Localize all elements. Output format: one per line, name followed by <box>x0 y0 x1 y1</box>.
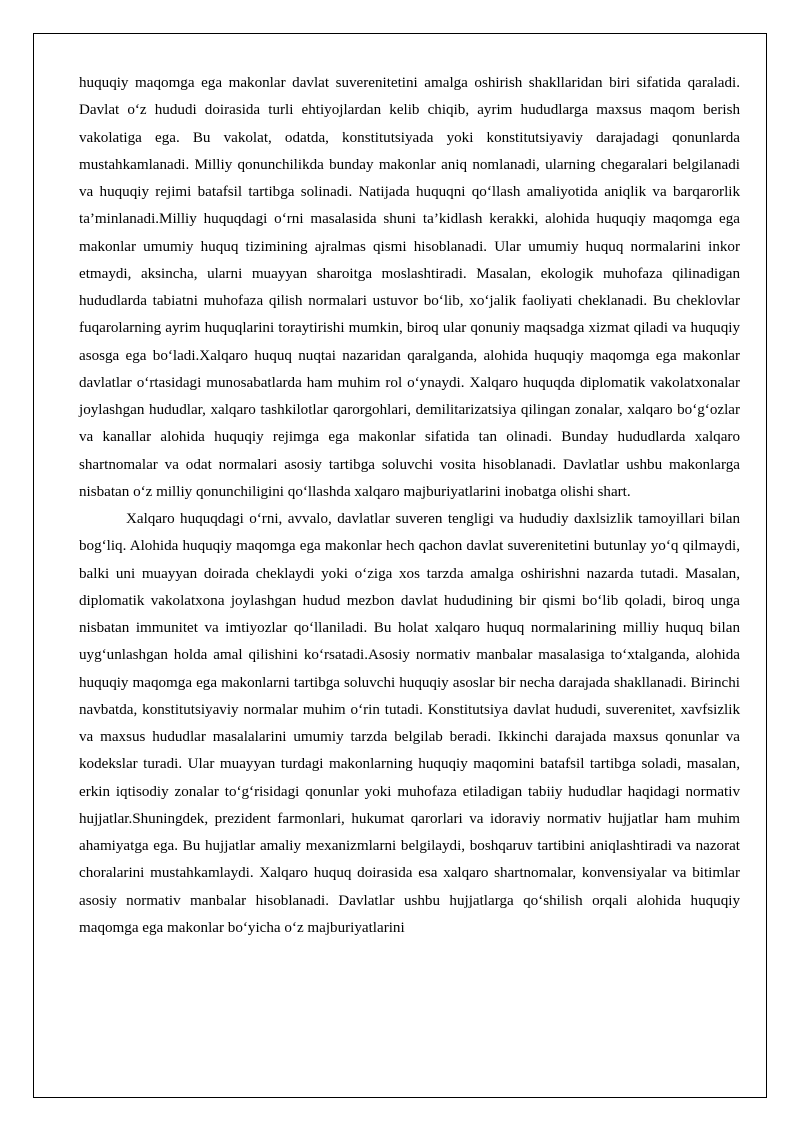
document-body <box>79 70 740 942</box>
paragraph-1: huquqiy maqomga ega makonlar davlat suverenitetini amalga oshirish shakllaridan biri sifatida qaraladi. Davlat o‘z hududi doirasida turli ehtiyojlardan kelib chiqib, ayrim hududlarga maxsus maqom berish vakolatiga ega. Bu vakolat, odatda, konstitutsiyada yoki konstitutsiyaviy darajadagi qonunlarda mustahkamlanadi. Milliy qonunchilikda bunday makonlar aniq nomlanadi, ularning chegaralari belgilanadi va huquqiy rejimi batafsil tartibga solinadi. Natijada huquqni qo‘llash amaliyotida aniqlik va barqarorlik ta’minlanadi.Milliy huquqdagi o‘rni masalasida shuni ta’kidlash kerakki, alohida huquqiy maqomga ega makonlar umumiy huquq tizimining ajralmas qismi hisoblanadi. Ular umumiy huquq normalarini inkor etmaydi, aksincha, ularni muayyan sharoitga moslashtiradi. Masalan, ekologik muhofaza qilinadigan hududlarda tabiatni muhofaza qilish normalari ustuvor bo‘lib, xo‘jalik faoliyati cheklanadi. Bu cheklovlar fuqarolarning ayrim huquqlarini toraytirishi mumkin, biroq ular qonuniy maqsadga xizmat qiladi va huquqiy asosga ega bo‘ladi.Xalqaro huquq nuqtai nazaridan qaralganda, alohida huquqiy maqomga ega makonlar davlatlar o‘rtasidagi munosabatlarda ham muhim rol o‘ynaydi. Xalqaro huquqda diplomatik vakolatxonalar joylashgan hududlar, xalqaro tashkilotlar qarorgohlari, demilitarizatsiya qilingan zonalar, xalqaro bo‘g‘ozlar va kanallar alohida huquqiy rejimga ega makonlar sifatida tan olinadi. Bunday hududlarda xalqaro shartnomalar va odat normalari asosiy tartibga soluvchi vosita hisoblanadi. Davlatlar ushbu makonlarga nisbatan o‘z milliy qonunchiligini qo‘llashda xalqaro majburiyatlarini inobatga olishi shart. <box>79 75 740 500</box>
paragraph-2: Xalqaro huquqdagi o‘rni, avvalo, davlatlar suveren tengligi va hududiy daxlsizlik tamoyillari bilan bog‘liq. Alohida huquqiy maqomga ega makonlar hech qachon davlat suverenitetini butunlay yo‘q qilmaydi, balki uni muayyan doirada cheklaydi yoki o‘ziga xos tarzda amalga oshirishni nazarda tutadi. Masalan, diplomatik vakolatxona joylashgan hudud mezbon davlat hududining bir qismi bo‘lib qoladi, biroq unga nisbatan immunitet va imtiyozlar qo‘llaniladi. Bu holat xalqaro huquq normalarining milliy huquq bilan uyg‘unlashgan holda amal qilishini ko‘rsatadi.Asosiy normativ manbalar masalasiga to‘xtalganda, alohida huquqiy maqomga ega makonlarni tartibga soluvchi huquqiy asoslar bir necha darajada shakllanadi. Birinchi navbatda, konstitutsiyaviy normalar muhim o‘rin tutadi. Konstitutsiya davlat hududi, suverenitet, xavfsizlik va maxsus hududlar masalalarini umumiy tarzda belgilab beradi. Ikkinchi darajada maxsus qonunlar va kodekslar turadi. Ular muayyan turdagi makonlarning huquqiy maqomini batafsil tartibga soladi, masalan, erkin iqtisodiy zonalar to‘g‘risidagi qonunlar yoki muhofaza etiladigan tabiiy hududlar haqidagi normativ hujjatlar.Shuningdek, prezident farmonlari, hukumat qarorlari va idoraviy normativ hujjatlar ham muhim ahamiyatga ega. Bu hujjatlar amaliy mexanizmlarni belgilaydi, boshqaruv tartibini aniqlashtiradi va nazorat choralarini mustahkamlaydi. Xalqaro huquq doirasida esa xalqaro shartnomalar, konvensiyalar va bitimlar asosiy normativ manbalar hisoblanadi. Davlatlar ushbu hujjatlarga qo‘shilish orqali alohida huquqiy maqomga ega makonlar bo‘yicha o‘z majburiyatlarini <box>79 511 740 936</box>
